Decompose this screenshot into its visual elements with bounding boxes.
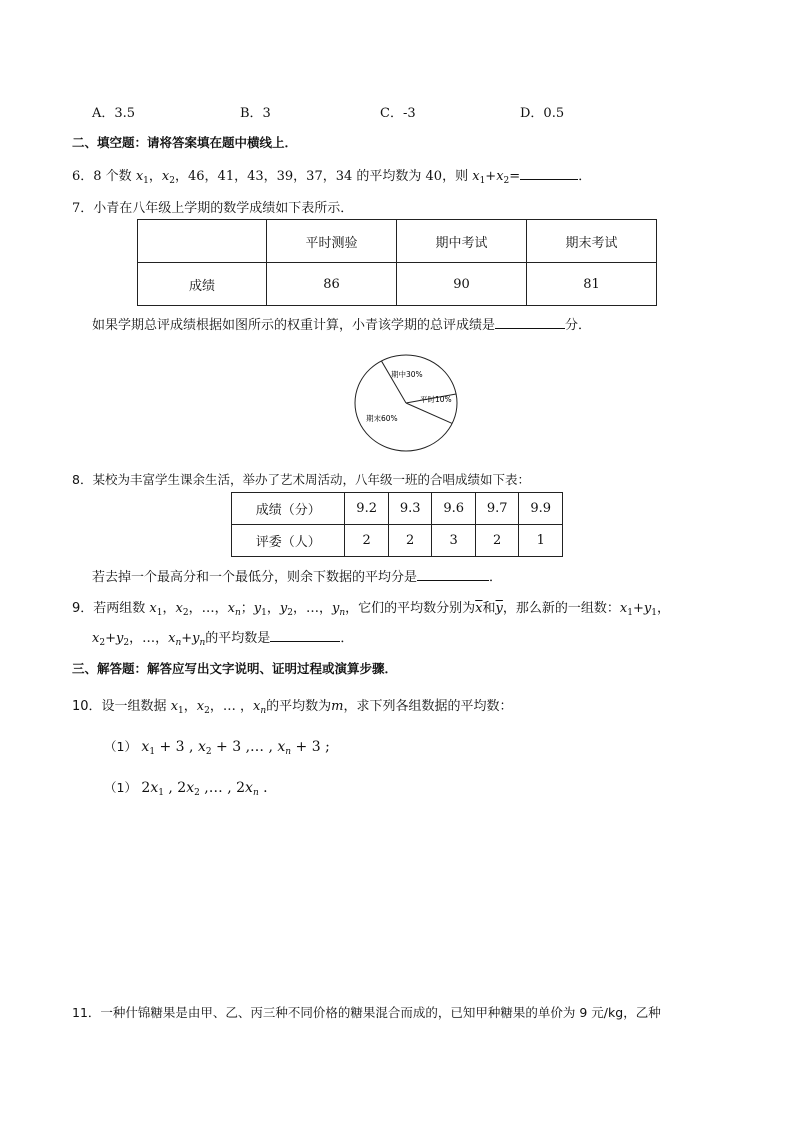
q10-suffix: ，求下列各组数据的平均数：: [343, 699, 513, 714]
question-7-stem: 7．小青在八年级上学期的数学成绩如下表所示．: [72, 201, 354, 216]
pie-label-final: 期末60%: [366, 414, 398, 423]
q7-header-midterm: 期中考试: [396, 220, 526, 263]
q8-judge-cell: 3: [432, 525, 476, 557]
q8-score-cell: 9.7: [475, 493, 519, 525]
q9-answer-blank[interactable]: [270, 629, 340, 642]
q10-part-1: （1） $x_1 + 3$ , $x_2 + 3$ ,… , $x_n + 3$ ;: [104, 739, 330, 757]
q7-header-quiz: 平时测验: [266, 220, 396, 263]
q8-score-table: [231, 492, 563, 557]
weight-pie-chart: [348, 352, 464, 456]
q8-follow-up-text: 若去掉一个最高分和一个最低分，则余下数据的平均分是: [92, 570, 418, 585]
q10-part-2: （1） $2x_1$ , $2x_2$ ,… , $2x_n$ .: [104, 780, 268, 798]
question-8-stem: 8．某校为丰富学生课余生活，举办了艺术周活动，八年级一班的合唱成绩如下表：: [72, 472, 530, 487]
q8-follow-up-suffix: ．: [489, 570, 503, 585]
q7-value-quiz: 86: [266, 263, 396, 306]
q7-score-table: [137, 219, 657, 306]
q8-judge-cell: 2: [388, 525, 432, 557]
option-b: B．3: [240, 106, 271, 121]
q8-row2-label: 评委（人）: [232, 525, 345, 557]
q9-end: ．: [340, 631, 354, 646]
option-d: D．0.5: [520, 106, 565, 121]
q7-follow-up-text: 如果学期总评成绩根据如图所示的权重计算，小青该学期的总评成绩是: [92, 318, 496, 333]
question-11-stem: 11．一种什锦糖果是由甲、乙、丙三种不同价格的糖果混合而成的，已知甲种糖果的单价为 9 元/kg，乙种: [72, 1005, 661, 1020]
q6-suffix: ．: [578, 169, 592, 184]
q7-value-midterm: 90: [396, 263, 526, 306]
q8-judge-cell: 2: [345, 525, 389, 557]
q7-answer-blank[interactable]: [495, 316, 565, 329]
q10-prefix: 10．设一组数据: [72, 699, 167, 714]
question-10-stem: 10．设一组数据 $x_1$，$x_2$，… ，$x_n$的平均数为m，求下列各组数据的平均数：: [72, 699, 513, 716]
q9-prefix: 9．若两组数: [72, 601, 146, 616]
q6-numbers: 46，41，43，39，37，34 的平均数为 40，则: [188, 169, 469, 184]
q8-score-cell: 9.2: [345, 493, 389, 525]
q8-answer-blank[interactable]: [417, 568, 489, 581]
q7-follow-up: [92, 314, 591, 333]
section3-title: 三、解答题：解答应写出文字说明、证明过程或演算步骤．: [72, 661, 398, 676]
pie-label-quiz: 平时10%: [420, 395, 452, 404]
q8-score-cell: 9.6: [432, 493, 476, 525]
q8-score-cell: 9.3: [388, 493, 432, 525]
question-9-line1: 9．若两组数 $x_1$，$x_2$，…，$x_n$；$y_1$，$y_2$，…，$y_n$，它们的平均数分别为$\overline{x}$和$\overline{y}$，那么新的一组数：$x_1+y_1$，: [72, 601, 670, 618]
option-c: C．-3: [380, 106, 416, 121]
pie-label-midterm: 期中30%: [391, 370, 423, 379]
q9-mid: 它们的平均数分别为: [358, 601, 476, 616]
question-6: 6．8 个数 $x_1$，$x_2$，46，41，43，39，37，34 的平均数为 40，则 $x_1+x_2=$ ．: [72, 169, 592, 186]
q9-tail: ，那么新的一组数：: [502, 601, 620, 616]
q10-part2-label: （1）: [104, 780, 137, 795]
q9-and: 和: [482, 601, 496, 616]
q6-answer-blank[interactable]: [520, 167, 578, 180]
q10-mid: 的平均数为: [266, 699, 332, 714]
option-a: A．3.5: [92, 106, 136, 121]
q7-follow-up-suffix: 分．: [565, 318, 592, 333]
q7-row-label: 成绩: [138, 263, 267, 306]
q8-judge-cell: 1: [519, 525, 563, 557]
q7-value-final: 81: [526, 263, 656, 306]
q9-line2-suffix: 的平均数是: [205, 631, 271, 646]
q7-header-empty: [138, 220, 267, 263]
q6-prefix: 6．8 个数: [72, 169, 132, 184]
q8-judge-cell: 2: [475, 525, 519, 557]
q8-follow-up: [92, 566, 502, 585]
q8-score-cell: 9.9: [519, 493, 563, 525]
q8-row1-label: 成绩（分）: [232, 493, 345, 525]
q7-header-final: 期末考试: [526, 220, 656, 263]
question-9-line2: $x_2+y_2$，…，$x_n+y_n$的平均数是 ．: [92, 631, 354, 648]
section2-title: 二、填空题：请将答案填在题中横线上．: [72, 135, 298, 150]
q10-part1-label: （1）: [104, 739, 137, 754]
